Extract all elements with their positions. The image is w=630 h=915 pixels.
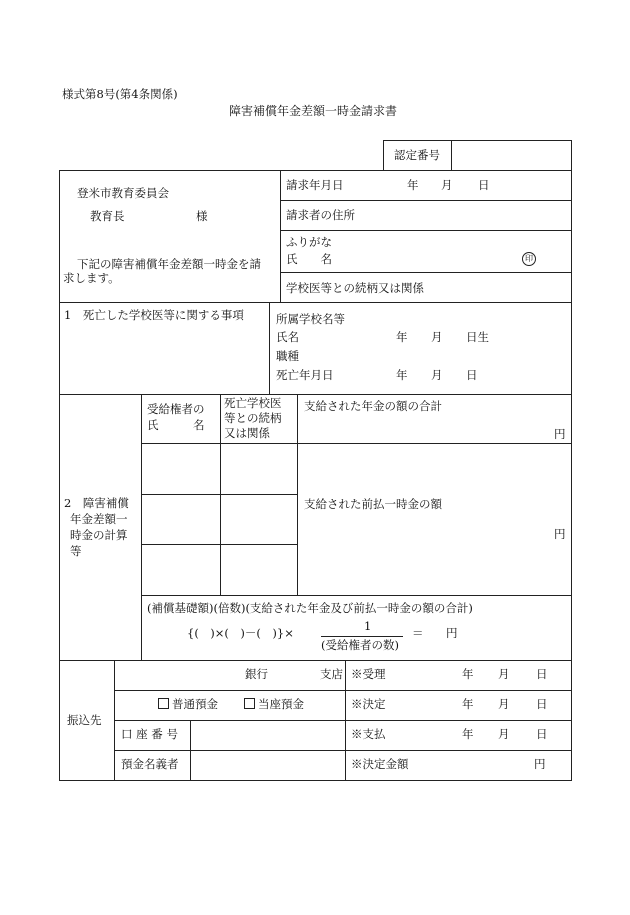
formula-left: {( )×( )－( )}×: [187, 626, 294, 640]
payment-day: 日: [536, 727, 548, 741]
decision-label: ※決定: [351, 697, 386, 711]
board-name: 登米市教育委員会: [77, 186, 169, 200]
statement-line-1: 下記の障害補償年金差額一時金を請: [77, 257, 261, 271]
recipient-header-2: 氏 名: [147, 418, 205, 432]
branch-label: 支店: [320, 667, 343, 681]
name-label: 氏 名: [286, 252, 332, 266]
payment-year: 年: [462, 727, 474, 741]
formula-numerator: 1: [364, 619, 372, 633]
account-number-label: 口 座 番 号: [121, 727, 178, 741]
advance-payment-label: 支給された前払一時金の額: [304, 497, 442, 511]
relation-header-2: 等との続柄: [224, 411, 282, 425]
birth-suffix: 日生: [466, 330, 489, 344]
ordinary-deposit-label: 普通預金: [172, 697, 218, 711]
form-title: 障害補償年金差額一時金請求書: [229, 104, 398, 118]
honorific: 様: [196, 209, 208, 223]
receipt-label: ※受理: [351, 667, 386, 681]
formula-yen: 円: [446, 626, 458, 640]
deceased-name-label: 氏名: [276, 330, 299, 344]
bank-transfer-label: 振込先: [67, 713, 102, 727]
section2-heading-1: 2 障害補償: [64, 496, 129, 510]
board-head: 教育長: [90, 209, 125, 223]
decision-year: 年: [462, 697, 474, 711]
current-checkbox-icon[interactable]: [244, 698, 255, 709]
advance-payment-yen: 円: [554, 527, 566, 541]
decided-amount-yen: 円: [534, 757, 546, 771]
school-label: 所属学校名等: [276, 312, 345, 326]
account-holder-label: 預金名義者: [121, 757, 179, 771]
birth-year: 年: [396, 330, 408, 344]
decided-amount-label: ※決定金額: [351, 757, 409, 771]
decision-month: 月: [498, 697, 510, 711]
receipt-year: 年: [462, 667, 474, 681]
section1-heading: 1 死亡した学校医等に関する事項: [64, 308, 244, 322]
ordinary-checkbox-icon[interactable]: [158, 698, 169, 709]
request-date-label: 請求年月日: [286, 178, 344, 192]
receipt-day: 日: [536, 667, 548, 681]
request-month: 月: [441, 178, 453, 192]
formula-equals: ＝: [412, 626, 424, 640]
cert-number-label: 認定番号: [394, 148, 440, 162]
receipt-month: 月: [498, 667, 510, 681]
death-month: 月: [431, 368, 443, 382]
death-date-label: 死亡年月日: [276, 368, 334, 382]
relation-label: 学校医等との続柄又は関係: [286, 281, 424, 295]
current-deposit-option[interactable]: [244, 698, 304, 712]
decision-day: 日: [536, 697, 548, 711]
death-year: 年: [396, 368, 408, 382]
recipient-header-1: 受給権者の: [147, 402, 205, 416]
birth-month: 月: [431, 330, 443, 344]
current-deposit-label: 当座預金: [258, 697, 304, 711]
formula-denominator: (受給権者の数): [321, 638, 399, 652]
relation-header-1: 死亡学校医: [224, 396, 282, 410]
payment-label: ※支払: [351, 727, 386, 741]
address-label: 請求者の住所: [286, 208, 355, 222]
occupation-label: 職種: [276, 349, 299, 363]
bank-label: 銀行: [245, 667, 268, 681]
formula-header: (補償基礎額)(倍数)(支給された年金及び前払一時金の額の合計): [147, 601, 473, 615]
statement-line-2: 求します。: [63, 271, 120, 285]
pension-total-label: 支給された年金の額の合計: [304, 399, 442, 413]
section2-heading-3: 時金の計算: [70, 528, 128, 542]
death-day: 日: [466, 368, 478, 382]
section2-heading-4: 等: [70, 544, 82, 558]
pension-total-yen: 円: [554, 427, 566, 441]
relation-header-3: 又は関係: [224, 426, 270, 440]
furigana-label: ふりがな: [286, 235, 332, 249]
request-day: 日: [478, 178, 490, 192]
seal-mark: 印: [522, 252, 536, 266]
ordinary-deposit-option[interactable]: [158, 698, 218, 712]
payment-month: 月: [498, 727, 510, 741]
request-year: 年: [407, 178, 419, 192]
section2-heading-2: 年金差額一: [70, 512, 128, 526]
form-number: 様式第8号(第4条関係): [62, 87, 178, 101]
